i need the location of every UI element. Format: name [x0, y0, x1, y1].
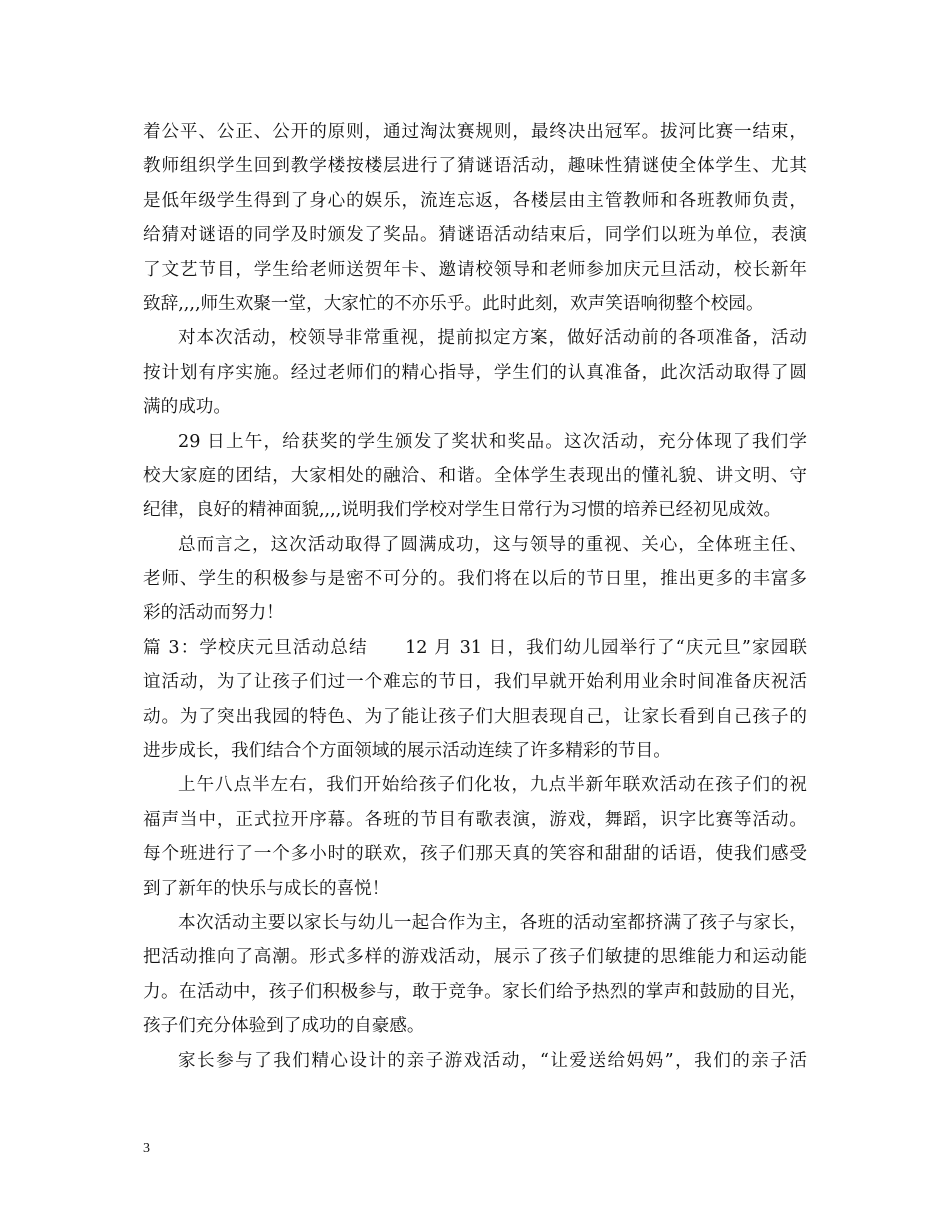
paragraph	[143, 906, 807, 1044]
paragraph	[143, 321, 807, 424]
text-line: 致辞,,,,师生欢聚一堂，大家忙的不亦乐乎。此时此刻，欢声笑语响彻整个校园。	[143, 293, 764, 314]
text-line: 福声当中，正式拉开序幕。各班的节目有歌表演，游戏，舞蹈，识字比赛等活动。	[143, 809, 807, 830]
text-line: 总而言之，这次活动取得了圆满成功，这与领导的重视、关心，全体班主任、	[178, 534, 807, 555]
text-line: 每个班进行了一个多小时的联欢，孩子们那天真的笑容和甜甜的话语，使我们感受	[143, 844, 807, 865]
text-line: 家长参与了我们精心设计的亲子游戏活动，“让爱送给妈妈”，我们的亲子活	[178, 1050, 807, 1071]
paragraph	[143, 425, 807, 528]
text-line: 把活动推向了高潮。形式多样的游戏活动，展示了孩子们敏捷的思维能力和运动能	[143, 947, 807, 968]
text-line: 本次活动主要以家长与幼儿一起合作为主，各班的活动室都挤满了孩子与家长，	[178, 912, 807, 933]
paragraph	[143, 768, 807, 906]
text-line: 按计划有序实施。经过老师们的精心指导，学生们的认真准备，此次活动取得了圆	[143, 362, 807, 383]
text-line: 对本次活动，校领导非常重视，提前拟定方案，做好活动前的各项准备，活动	[178, 328, 807, 349]
text-line: 到了新年的快乐与成长的喜悦！	[143, 878, 390, 899]
text-line: 力。在活动中，孩子们积极参与，敢于竞争。家长们给予热烈的掌声和鼓励的目光，	[143, 981, 807, 1002]
text-line: 满的成功。	[143, 397, 231, 418]
text-line: 着公平、公正、公开的原则，通过淘汰赛规则，最终决出冠军。拔河比赛一结束，	[143, 122, 807, 142]
text-line: 29 日上午，给获奖的学生颁发了奖状和奖品。这次活动，充分体现了我们学	[178, 431, 807, 452]
text-line: 上午八点半左右，我们开始给孩子们化妆，九点半新年联欢活动在孩子们的祝	[178, 775, 807, 796]
paragraph	[143, 1044, 807, 1078]
text-line: 纪律，良好的精神面貌,,,,说明我们学校对学生日常行为习惯的培养已经初见成效。	[143, 500, 782, 521]
document-body	[143, 115, 807, 1078]
text-line: 彩的活动而努力！	[143, 603, 284, 624]
text-line: 老师、学生的积极参与是密不可分的。我们将在以后的节日里，推出更多的丰富多	[143, 569, 807, 590]
paragraph	[143, 528, 807, 631]
text-line: 篇 3：学校庆元旦活动总结 12 月 31 日，我们幼儿园举行了“庆元旦”家园联	[143, 637, 807, 658]
text-line: 是低年级学生得到了身心的娱乐，流连忘返，各楼层由主管教师和各班教师负责，	[143, 190, 807, 211]
text-line: 教师组织学生回到教学楼按楼层进行了猜谜语活动，趣味性猜谜使全体学生、尤其	[143, 156, 807, 177]
paragraph	[143, 631, 807, 769]
paragraph	[143, 115, 807, 321]
text-line: 给猜对谜语的同学及时颁发了奖品。猜谜语活动结束后，同学们以班为单位，表演	[143, 225, 807, 246]
text-line: 谊活动，为了让孩子们过一个难忘的节日，我们早就开始利用业余时间准备庆祝活	[143, 672, 807, 693]
page-number: 3	[143, 1141, 150, 1156]
text-line: 进步成长，我们结合个方面领域的展示活动连续了许多精彩的节目。	[143, 741, 671, 762]
text-line: 动。为了突出我园的特色、为了能让孩子们大胆表现自己，让家长看到自己孩子的	[143, 706, 807, 727]
text-line: 了文艺节目，学生给老师送贺年卡、邀请校领导和老师参加庆元旦活动，校长新年	[143, 259, 807, 280]
text-line: 孩子们充分体验到了成功的自豪感。	[143, 1016, 425, 1037]
text-line: 校大家庭的团结，大家相处的融洽、和谐。全体学生表现出的懂礼貌、讲文明、守	[143, 465, 807, 486]
